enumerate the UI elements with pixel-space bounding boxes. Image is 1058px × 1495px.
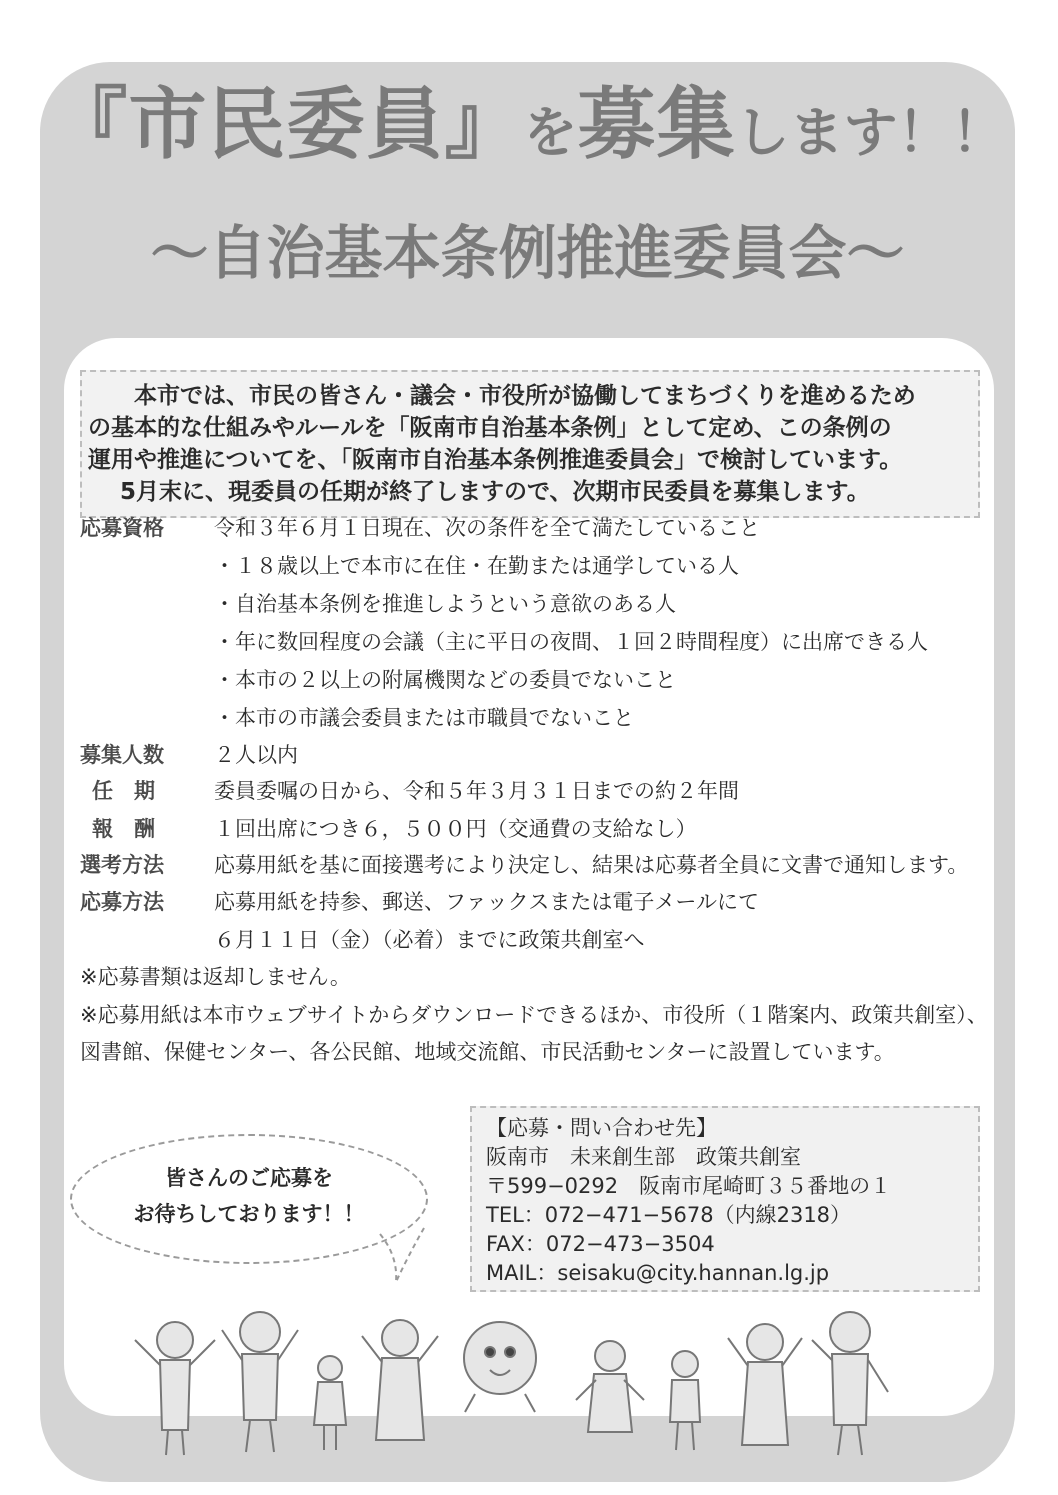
person-icon [670,1351,700,1450]
mascot-icon [464,1322,536,1412]
method-value-2: ６月１１日（金）（必着）までに政策共創室へ [214,928,645,952]
note-return: ※応募書類は返却しません。 [80,965,351,989]
title-close-quote: 』 [444,80,524,170]
reward-value: １回出席につき６，５００円（交通費の支給なし） [214,817,697,841]
intro-box [80,370,980,518]
reward-label: 報 酬 [92,817,155,841]
bubble-line: お待ちしております！！ [133,1202,365,1226]
intro-line: 5月末に、現委員の任期が終了しますので、次期市民委員を募集します。 [120,479,870,505]
page-title [40,80,1015,170]
title-particle: を [523,101,578,164]
note-locations: 図書館、保健センター、各公民館、地域交流館、市民活動センターに設置しています。 [80,1040,895,1064]
term-label: 任 期 [92,779,155,803]
person-icon [314,1356,346,1450]
title-main: 市民委員 [128,80,445,170]
title-open-quote: 『 [49,80,129,170]
selection-label: 選考方法 [80,853,164,877]
intro-line: 運用や推進についてを、「阪南市自治基本条例推進委員会」で検討しています。 [88,447,903,473]
contact-heading: 【応募・問い合わせ先】 [486,1116,717,1140]
person-icon [728,1324,802,1445]
person-icon [576,1341,644,1432]
speech-bubble-tail-icon [378,1226,428,1286]
person-icon [362,1320,438,1440]
contact-tel: TEL：072−471−5678（内線2318） [486,1203,852,1227]
page-subtitle: ～自治基本条例推進委員会～ [150,219,905,287]
qualification-label: 応募資格 [80,516,164,540]
title-suffix: します！！ [735,101,1006,164]
term-value: 委員委嘱の日から、令和５年３月３１日までの約２年間 [214,779,739,803]
contact-fax: FAX：072−473−3504 [486,1232,715,1256]
contact-mail: MAIL：seisaku@city.hannan.lg.jp [486,1261,830,1285]
person-icon [812,1312,888,1455]
method-label: 応募方法 [80,890,164,914]
contact-box [470,1106,980,1292]
intro-line: の基本的な仕組みやルールを「阪南市自治基本条例」として定め、この条例の [88,415,892,441]
title-boshu: 募集 [577,80,736,170]
intro-line: 本市では、市民の皆さん・議会・市役所が協働してまちづくりを進めるため [134,383,916,409]
method-value: 応募用紙を持参、郵送、ファックスまたは電子メールにて [214,890,759,914]
person-icon [222,1312,298,1452]
contact-dept: 阪南市 未来創生部 政策共創室 [486,1145,801,1169]
contact-address: 〒599−0292 阪南市尾崎町３５番地の１ [486,1174,892,1198]
count-label: 募集人数 [80,743,164,767]
qualification-value: 令和３年６月１日現在、次の条件を全て満たしていること [214,516,760,540]
count-value: ２人以内 [214,743,298,767]
note-download: ※応募用紙は本市ウェブサイトからダウンロードできるほか、市役所（１階案内、政策共創室）、 [80,1003,988,1027]
bubble-line: 皆さんのご応募を [165,1166,333,1190]
speech-bubble [70,1134,428,1264]
person-icon [135,1322,215,1455]
people-illustration [130,1300,930,1460]
selection-value: 応募用紙を基に面接選考により決定し、結果は応募者全員に文書で通知します。 [214,853,969,877]
